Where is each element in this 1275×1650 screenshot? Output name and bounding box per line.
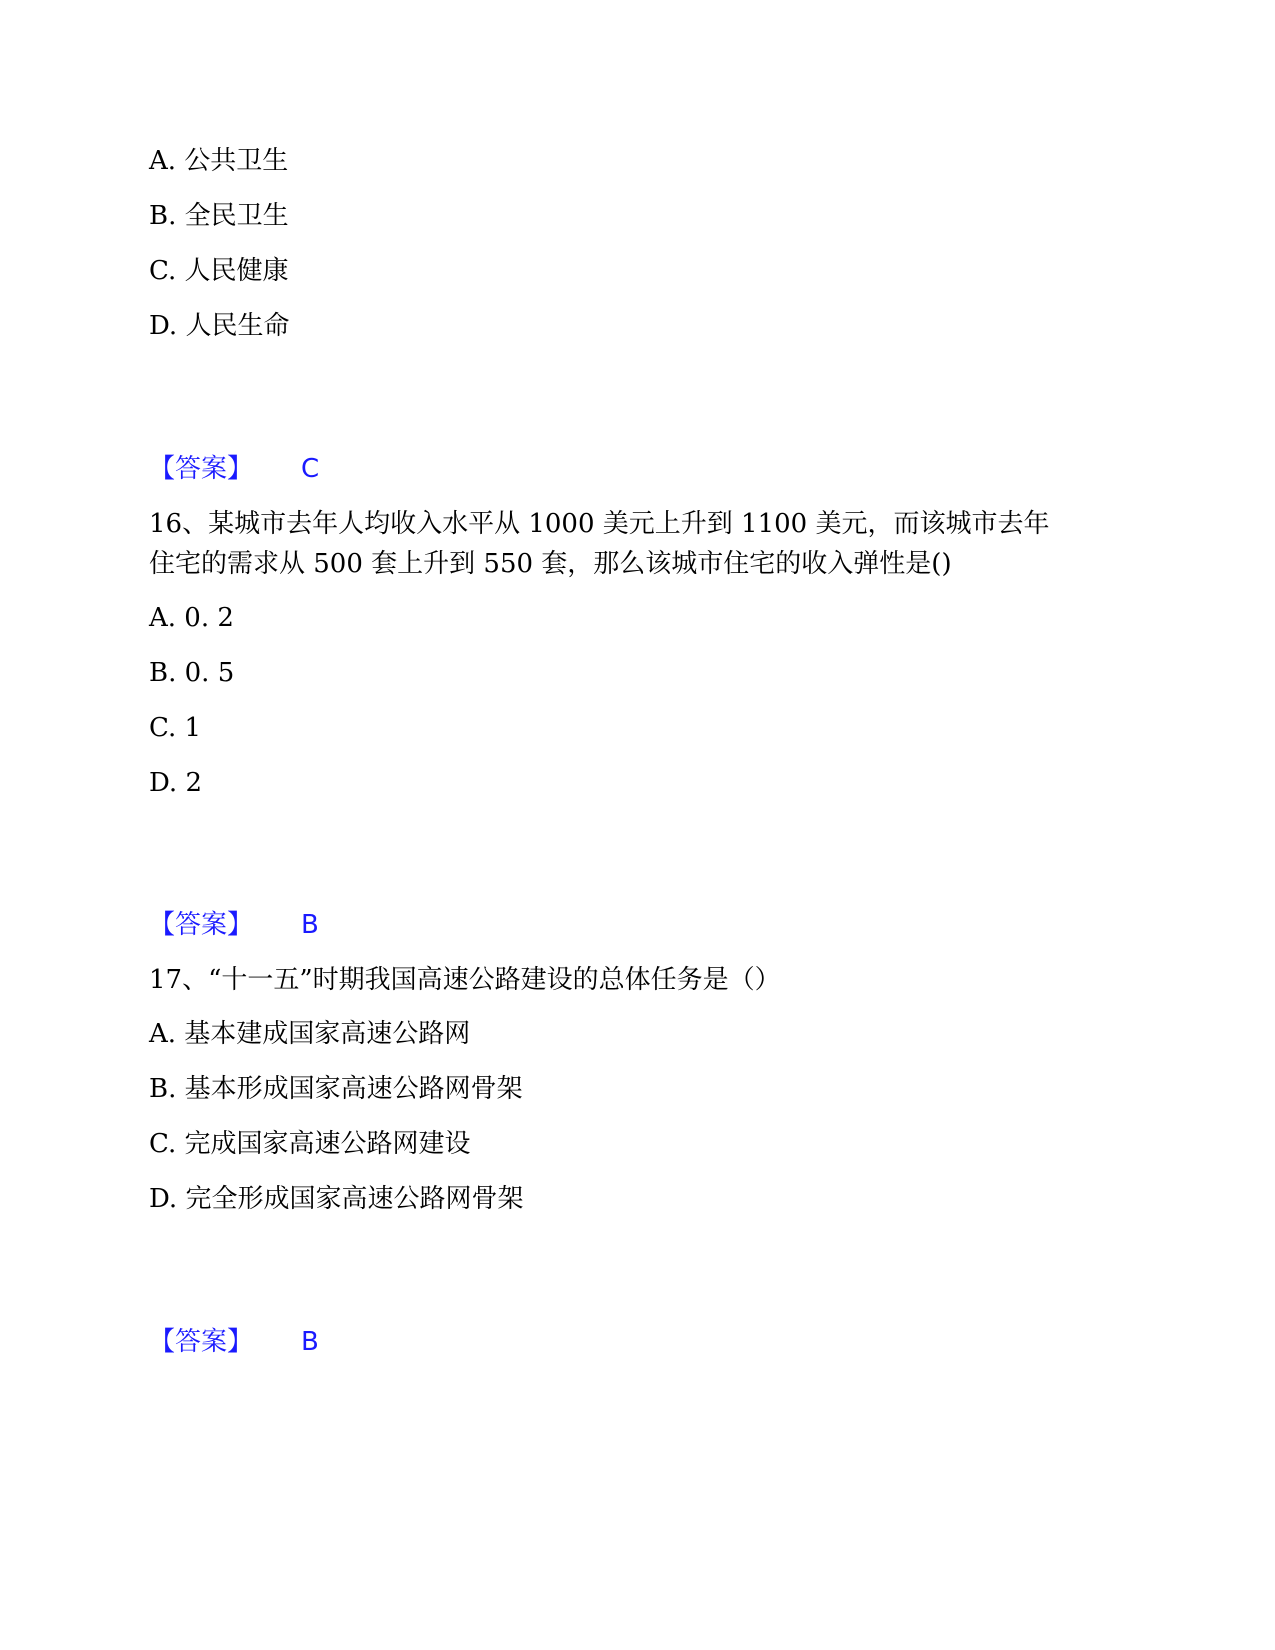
q17-option-c: C. 完成国家高速公路网建设 [149, 1129, 471, 1159]
q15-option-c: C. 人民健康 [149, 256, 289, 286]
q16-option-c: C. 1 [149, 713, 202, 743]
q16-option-a: A. 0. 2 [149, 603, 234, 633]
answer-label: 【答案】 [149, 1327, 254, 1357]
q17-option-b: B. 基本形成国家高速公路网骨架 [149, 1074, 523, 1104]
q15-option-a: A. 公共卫生 [149, 146, 289, 176]
q16-option-b: B. 0. 5 [149, 658, 235, 688]
answer-label: 【答案】 [149, 454, 254, 484]
q15-answer [149, 454, 319, 484]
q15-option-d: D. 人民生命 [149, 311, 290, 341]
q17-option-d: D. 完全形成国家高速公路网骨架 [149, 1184, 524, 1214]
q16-stem-line2: 住宅的需求从 500 套上升到 550 套，那么该城市住宅的收入弹性是() [149, 549, 952, 579]
answer-value: B [301, 1327, 319, 1357]
answer-value: B [301, 910, 319, 940]
answer-value: C [301, 454, 320, 484]
q17-option-a: A. 基本建成国家高速公路网 [149, 1019, 471, 1049]
q17-answer [149, 1327, 319, 1357]
q16-option-d: D. 2 [149, 768, 202, 798]
q15-option-b: B. 全民卫生 [149, 201, 289, 231]
q16-stem-line1: 16、某城市去年人均收入水平从 1000 美元上升到 1100 美元，而该城市去年 [149, 509, 1050, 539]
answer-label: 【答案】 [149, 910, 254, 940]
q17-stem: 17、“十一五”时期我国高速公路建设的总体任务是（） [149, 965, 781, 995]
q16-answer [149, 910, 319, 940]
